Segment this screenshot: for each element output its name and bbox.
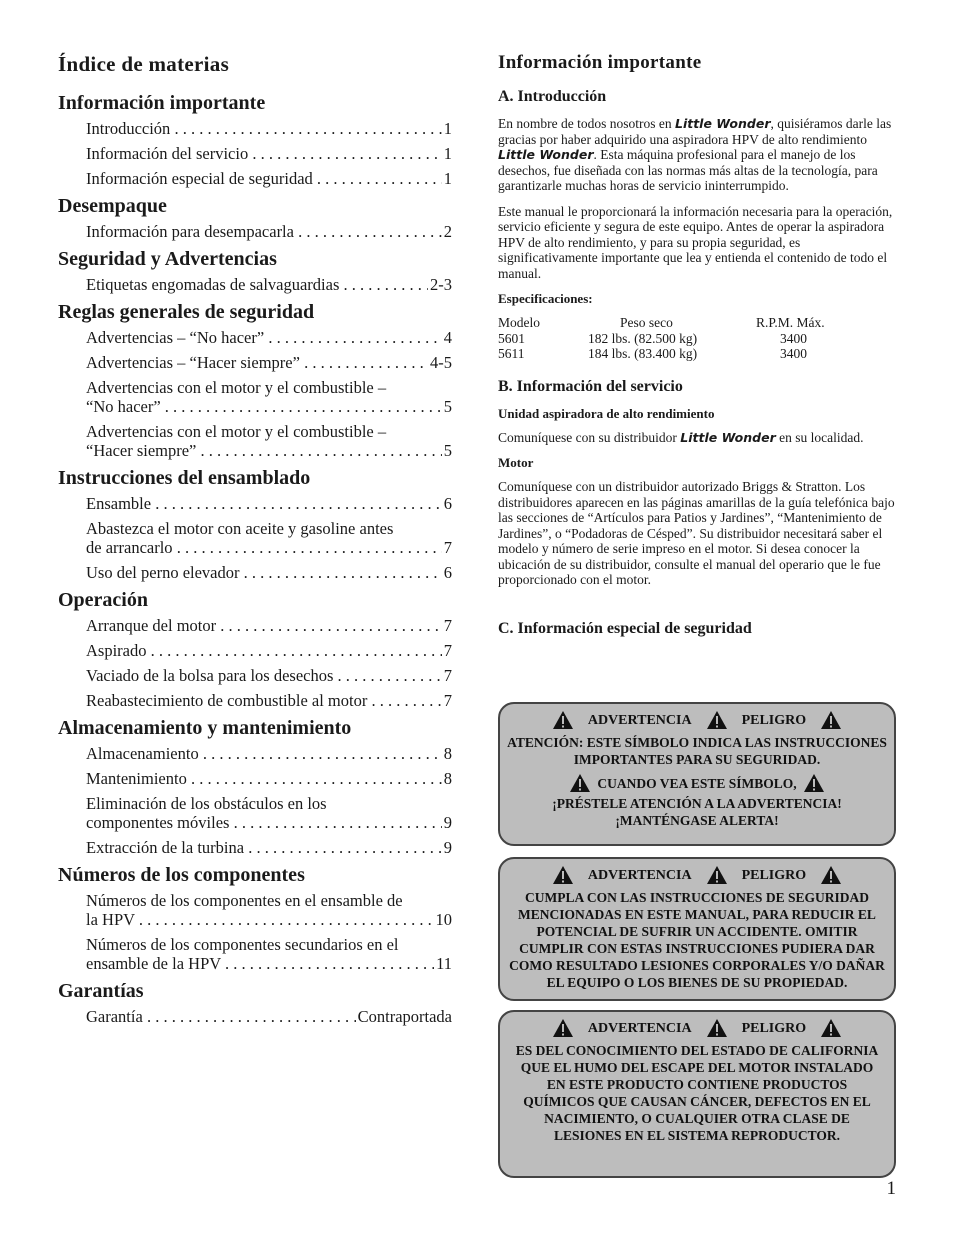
toc-entry-page: 4-5 <box>430 353 452 372</box>
danger-label: PELIGRO <box>741 712 807 728</box>
toc-section-heading: Desempaque <box>58 195 167 217</box>
toc-entry-text: de arrancarlo . . . <box>86 538 442 557</box>
toc-section-heading: Números de los componentes <box>58 864 305 886</box>
warning-triangle-icon <box>820 1018 842 1038</box>
toc-entry-text: la HPV . . . <box>86 910 434 929</box>
toc-entry-page: 2 <box>443 222 452 241</box>
service-heading: B. Información del servicio <box>498 377 683 395</box>
intro-text-a: En nombre de todos nosotros en <box>498 116 675 131</box>
warning-header <box>500 865 894 885</box>
toc-entry[interactable] <box>86 744 452 763</box>
toc-section-heading: Garantías <box>58 980 144 1002</box>
toc-entry-text: Reabastecimiento de combustible al motor . . . <box>86 691 442 710</box>
toc-entry-text: Introducción . . . <box>86 119 442 138</box>
toc-entry-text: Advertencias – “No hacer” . . . <box>86 328 442 347</box>
specs-header-cell: Peso seco <box>620 315 673 330</box>
toc-entry-page: 11 <box>436 954 452 973</box>
toc-entry[interactable] <box>86 691 452 710</box>
toc-entry-page: 7 <box>443 538 452 557</box>
toc-section <box>58 300 452 460</box>
toc-entry-text: ensamble de la HPV . . . <box>86 954 434 973</box>
info-title: Información importante <box>498 52 702 73</box>
specs-header-cell: Modelo <box>498 315 540 330</box>
unit-text-a: Comuníquese con su distribuidor <box>498 429 681 445</box>
toc-entry[interactable] <box>86 769 452 788</box>
intro-text-b: , quisiéramos darle las gracias por haber adquirido una aspiradora HPV de alto rendimiento <box>498 116 892 147</box>
brand-name: Little Wonder <box>680 429 776 445</box>
toc-section <box>58 979 452 1026</box>
warning-text: ES DEL CONOCIMIENTO DEL ESTADO DE CALIFORNIA QUE EL HUMO DEL ESCAPE DEL MOTOR INSTALADO EN ESTE PRODUCTO CONTIENE PRODUCTOS QUÍMICOS QUE CAUSAN CÁNCER, DEFECTOS EN EL NACIMIENTO, O CUALQUIER OTRA CLASE DE LESIONES EN EL SISTEMA REPRODUCTOR. <box>515 1043 879 1143</box>
toc-entry[interactable] <box>86 275 452 294</box>
toc-entry[interactable] <box>86 666 452 685</box>
warning-label: ADVERTENCIA <box>587 712 692 728</box>
specs-cell: 5601 <box>498 330 525 346</box>
toc-section-heading: Instrucciones del ensamblado <box>58 467 311 489</box>
toc-entry[interactable] <box>86 494 452 513</box>
toc-entry[interactable] <box>86 935 452 973</box>
specs-heading: Especificaciones: <box>498 291 593 306</box>
toc-entry-text: Aspirado . . . <box>86 641 442 660</box>
specs-header-cell: R.P.M. Máx. <box>756 315 825 330</box>
danger-label: PELIGRO <box>741 867 807 883</box>
warning-triangle-icon <box>552 710 574 730</box>
toc-entry-page: 6 <box>443 494 452 513</box>
toc-entry[interactable] <box>86 891 452 929</box>
toc-entry[interactable] <box>86 222 452 241</box>
toc-entry[interactable] <box>86 519 452 557</box>
toc-entry[interactable] <box>86 794 452 832</box>
warning-symbol-line <box>504 773 890 793</box>
warning-triangle-icon <box>706 1018 728 1038</box>
toc-entry-text: Advertencias – “Hacer siempre” . . . <box>86 353 428 372</box>
warning-label: ADVERTENCIA <box>587 867 692 883</box>
toc-entry-text: Eliminación de los obstáculos en los <box>86 794 327 813</box>
table-of-contents <box>58 52 452 1032</box>
toc-entry-text: Información del servicio . . . <box>86 144 442 163</box>
toc-sections <box>58 91 452 1026</box>
unit-paragraph <box>498 430 900 446</box>
toc-entry[interactable] <box>86 378 452 416</box>
toc-section <box>58 91 452 188</box>
toc-entry-page: 2-3 <box>430 275 452 294</box>
intro-heading: A. Introducción <box>498 88 607 105</box>
toc-entry[interactable] <box>86 353 452 372</box>
specs-header-row <box>498 315 825 331</box>
important-information <box>498 52 900 648</box>
specs-cell: 182 lbs. (82.500 kg) <box>588 330 698 346</box>
specs-table <box>498 315 825 362</box>
specs-row <box>498 331 825 347</box>
toc-entry-text: Etiquetas engomadas de salvaguardias . . . <box>86 275 428 294</box>
warning-header <box>500 710 894 730</box>
toc-entry-text: Mantenimiento . . . <box>86 769 442 788</box>
warning-triangle-icon <box>552 1018 574 1038</box>
warning-header <box>500 1018 894 1038</box>
warning-triangle-icon <box>820 710 842 730</box>
warning-text: CUANDO VEA ESTE SÍMBOLO, <box>597 775 797 791</box>
toc-entry-text: Advertencias con el motor y el combustible – <box>86 378 387 397</box>
page-number: 1 <box>886 1178 896 1199</box>
toc-entry-text: Información para desempacarla . . . <box>86 222 442 241</box>
toc-section-heading: Seguridad y Advertencias <box>58 248 277 270</box>
toc-entry-text: “Hacer siempre” . . . <box>86 441 442 460</box>
toc-entry[interactable] <box>86 328 452 347</box>
warning-triangle-icon <box>706 710 728 730</box>
warning-text: ATENCIÓN: ESTE SÍMBOLO INDICA LAS INSTRUCCIONES IMPORTANTES PARA SU SEGURIDAD. <box>507 735 887 767</box>
toc-section-heading: Operación <box>58 589 148 611</box>
toc-entry-page: 7 <box>443 666 452 685</box>
toc-entry-text: Vaciado de la bolsa para los desechos . . . <box>86 666 442 685</box>
warning-box <box>498 1010 896 1178</box>
toc-entry-text: Almacenamiento . . . <box>86 744 442 763</box>
warning-triangle-icon <box>552 865 574 885</box>
toc-section-heading: Información importante <box>58 92 266 114</box>
toc-entry-page: 1 <box>443 144 452 163</box>
toc-entry-text: Uso del perno elevador . . . <box>86 563 442 582</box>
toc-entry-page: 7 <box>443 616 452 635</box>
toc-entry-page: 1 <box>443 169 452 188</box>
warning-text: ¡PRÉSTELE ATENCIÓN A LA ADVERTENCIA! ¡MANTÉNGASE ALERTA! <box>552 796 842 828</box>
toc-entry-text: Ensamble . . . <box>86 494 442 513</box>
warning-triangle-icon <box>569 773 591 793</box>
specs-cell: 184 lbs. (83.400 kg) <box>588 346 698 361</box>
toc-section <box>58 194 452 241</box>
toc-entry-text: “No hacer” . . . <box>86 397 442 416</box>
unit-heading: Unidad aspiradora de alto rendimiento <box>498 405 715 421</box>
toc-entry-page: 9 <box>443 838 452 857</box>
motor-paragraph: Comuníquese con un distribuidor autorizado Briggs & Stratton. Los distribuidores aparecen en las páginas amarillas de la guía telefónica bajo las secciones de “Artículos para Patios y Jardines”, “Mantenimiento de Jardines”, o “Podadoras de Césped”. Su distribuidor necesitará saber el modelo y número de serie impreso en el motor. Si desea conocer la ubicación de su distribuidor, consulte el manual del operario que le fue proporcionado con el motor. <box>498 479 895 587</box>
toc-entry-text: Garantía . . . <box>86 1007 356 1026</box>
warning-label: ADVERTENCIA <box>587 1020 692 1036</box>
specs-cell: 3400 <box>780 330 807 346</box>
toc-section <box>58 863 452 973</box>
warning-body <box>500 734 894 829</box>
toc-entry-page: 7 <box>443 691 452 710</box>
toc-entry-page: 5 <box>443 397 452 416</box>
toc-section <box>58 588 452 710</box>
warning-box <box>498 857 896 1001</box>
toc-entry-page: 8 <box>443 744 452 763</box>
toc-entry[interactable] <box>86 641 452 660</box>
unit-text-b: en su localidad. <box>775 429 864 445</box>
toc-entry-page: 4 <box>443 328 452 347</box>
toc-section-heading: Reglas generales de seguridad <box>58 301 315 323</box>
toc-entry-text: Números de los componentes en el ensamble de <box>86 891 403 910</box>
specs-cell: 3400 <box>780 346 807 361</box>
toc-entry-page: Contraportada <box>357 1007 452 1026</box>
toc-section <box>58 247 452 294</box>
safety-heading: C. Información especial de seguridad <box>498 619 752 637</box>
motor-heading: Motor <box>498 455 534 470</box>
toc-entry-page: 10 <box>435 910 452 929</box>
toc-entry[interactable] <box>86 119 452 138</box>
intro-paragraph-2: Este manual le proporcionará la información necesaria para la operación, servicio eficiente y segura de este equipo. Antes de operar la aspiradora HPV de alto rendimiento, y para su propia seguridad, es significativamente importante que lea y entienda el contenido de todo el manual. <box>498 203 893 281</box>
toc-entry-page: 5 <box>443 441 452 460</box>
danger-label: PELIGRO <box>741 1020 807 1036</box>
toc-entry[interactable] <box>86 1007 452 1026</box>
warning-text: CUMPLA CON LAS INSTRUCCIONES DE SEGURIDAD MENCIONADAS EN ESTE MANUAL, PARA REDUCIR EL POTENCIAL DE SUFRIR UN ACCIDENTE. OMITIR CUMPLIR CON ESTAS INSTRUCCIONES PUDIERA DAR COMO RESULTADO LESIONES CORPORALES Y/O DAÑAR EL EQUIPO O LOS BIENES DE SU PROPIEDAD. <box>509 890 885 990</box>
specs-row <box>498 346 825 362</box>
toc-entry[interactable] <box>86 144 452 163</box>
toc-entry-text: componentes móviles . . . <box>86 813 442 832</box>
toc-entry[interactable] <box>86 422 452 460</box>
toc-entry-page: 6 <box>443 563 452 582</box>
specs-cell: 5611 <box>498 346 525 361</box>
toc-entry-text: Números de los componentes secundarios en el <box>86 935 399 954</box>
warning-triangle-icon <box>706 865 728 885</box>
toc-entry-text: Información especial de seguridad . . . <box>86 169 442 188</box>
toc-entry-page: 1 <box>443 119 452 138</box>
toc-entry-text: Advertencias con el motor y el combustible – <box>86 422 387 441</box>
warning-box <box>498 702 896 846</box>
toc-section-heading: Almacenamiento y mantenimiento <box>58 717 352 739</box>
toc-entry-text: Extracción de la turbina . . . <box>86 838 442 857</box>
toc-entry-text: Arranque del motor . . . <box>86 616 442 635</box>
toc-entry-page: 9 <box>443 813 452 832</box>
toc-title: Índice de materias <box>58 52 230 76</box>
brand-name: Little Wonder <box>498 147 594 162</box>
intro-paragraph-1 <box>498 116 900 194</box>
toc-entry[interactable] <box>86 563 452 582</box>
toc-entry[interactable] <box>86 616 452 635</box>
intro-text-c: . Esta máquina profesional para el manejo de los desechos, fue diseñada con las normas más altas de la tecnología, para garantizarle muchas horas de servicio ininterrumpido. <box>498 147 878 193</box>
warning-triangle-icon <box>820 865 842 885</box>
toc-section <box>58 466 452 582</box>
toc-entry-text: Abastezca el motor con aceite y gasoline antes <box>86 519 394 538</box>
warning-triangle-icon <box>803 773 825 793</box>
toc-entry-page: 8 <box>443 769 452 788</box>
toc-entry-page: 7 <box>443 641 452 660</box>
toc-section <box>58 716 452 857</box>
toc-entry[interactable] <box>86 838 452 857</box>
brand-name: Little Wonder <box>674 116 771 131</box>
toc-entry[interactable] <box>86 169 452 188</box>
